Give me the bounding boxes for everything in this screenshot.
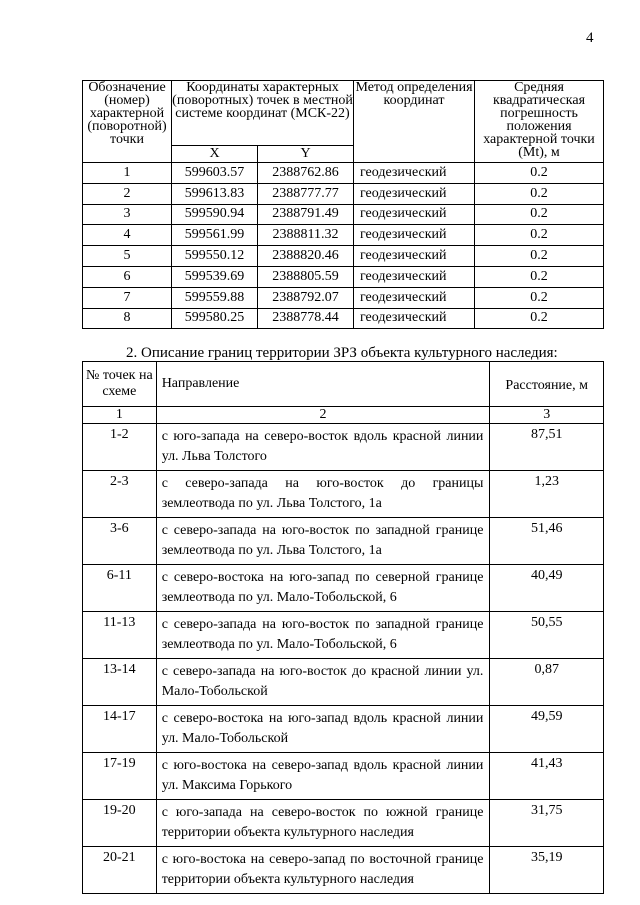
boundaries-index-row xyxy=(83,407,604,424)
points-cell: 13-14 xyxy=(83,659,157,706)
point-number-cell: 2 xyxy=(83,183,172,204)
x-cell: 599603.57 xyxy=(172,163,258,184)
table-row xyxy=(83,204,604,225)
error-cell: 0.2 xyxy=(475,183,604,204)
y-cell: 2388805.59 xyxy=(258,266,354,287)
coordinates-table-header xyxy=(83,81,604,146)
point-number-cell: 8 xyxy=(83,308,172,329)
x-cell: 599559.88 xyxy=(172,287,258,308)
section-2-title: 2. Описание границ территории ЗРЗ объекта культурного наследия: xyxy=(126,345,558,361)
table-row xyxy=(83,612,604,659)
table-row xyxy=(83,847,604,894)
distance-cell: 49,59 xyxy=(490,706,604,753)
table-row xyxy=(83,183,604,204)
distance-cell: 0,87 xyxy=(490,659,604,706)
direction-cell: с северо-востока на юго-запад по северной границе землеотвода по ул. Мало-Тобольской, 6 xyxy=(156,565,490,612)
x-cell: 599550.12 xyxy=(172,246,258,267)
table-row xyxy=(83,287,604,308)
distance-cell: 87,51 xyxy=(490,424,604,471)
point-number-cell: 1 xyxy=(83,163,172,184)
table-row xyxy=(83,753,604,800)
table-row xyxy=(83,246,604,267)
x-cell: 599539.69 xyxy=(172,266,258,287)
table-row xyxy=(83,266,604,287)
points-cell: 14-17 xyxy=(83,706,157,753)
table-row xyxy=(83,565,604,612)
header-point-number: Обозначение (номер) характерной (поворотной) точки xyxy=(83,81,172,163)
points-cell: 11-13 xyxy=(83,612,157,659)
boundaries-table-header xyxy=(83,362,604,407)
y-cell: 2388778.44 xyxy=(258,308,354,329)
distance-cell: 1,23 xyxy=(490,471,604,518)
method-cell: геодезический xyxy=(354,204,475,225)
table-row xyxy=(83,659,604,706)
y-cell: 2388792.07 xyxy=(258,287,354,308)
page-number: 4 xyxy=(586,30,594,46)
method-cell: геодезический xyxy=(354,225,475,246)
header-y: Y xyxy=(258,146,354,163)
method-cell: геодезический xyxy=(354,246,475,267)
direction-cell: с северо-востока на юго-запад вдоль красной линии ул. Мало-Тобольской xyxy=(156,706,490,753)
error-cell: 0.2 xyxy=(475,246,604,267)
y-cell: 2388791.49 xyxy=(258,204,354,225)
header-error: Средняя квадратическая погрешность положения характерной точки (Mt), м xyxy=(475,81,604,163)
header-x: X xyxy=(172,146,258,163)
distance-cell: 41,43 xyxy=(490,753,604,800)
distance-cell: 50,55 xyxy=(490,612,604,659)
table-row xyxy=(83,800,604,847)
method-cell: геодезический xyxy=(354,287,475,308)
points-cell: 3-6 xyxy=(83,518,157,565)
table-row xyxy=(83,471,604,518)
method-cell: геодезический xyxy=(354,266,475,287)
point-number-cell: 3 xyxy=(83,204,172,225)
x-cell: 599590.94 xyxy=(172,204,258,225)
table-row xyxy=(83,424,604,471)
method-cell: геодезический xyxy=(354,308,475,329)
distance-cell: 40,49 xyxy=(490,565,604,612)
y-cell: 2388777.77 xyxy=(258,183,354,204)
direction-cell: с северо-запада на юго-восток до красной линии ул. Мало-Тобольской xyxy=(156,659,490,706)
points-cell: 6-11 xyxy=(83,565,157,612)
method-cell: геодезический xyxy=(354,163,475,184)
header-method: Метод определения координат xyxy=(354,81,475,163)
table-row xyxy=(83,163,604,184)
x-cell: 599580.25 xyxy=(172,308,258,329)
distance-cell: 51,46 xyxy=(490,518,604,565)
direction-cell: с юго-запада на северо-восток вдоль красной линии ул. Льва Толстого xyxy=(156,424,490,471)
table-row xyxy=(83,308,604,329)
direction-cell: с северо-запада на юго-восток по западной границе землеотвода по ул. Мало-Тобольской, 6 xyxy=(156,612,490,659)
direction-cell: с северо-запада на юго-восток по западной границе землеотвода по ул. Льва Толстого, 1а xyxy=(156,518,490,565)
index-1: 1 xyxy=(83,407,157,424)
direction-cell: с юго-востока на северо-запад по восточной границе территории объекта культурного наследия xyxy=(156,847,490,894)
direction-cell: с северо-запада на юго-восток до границы землеотвода по ул. Льва Толстого, 1а xyxy=(156,471,490,518)
index-3: 3 xyxy=(490,407,604,424)
coordinates-table xyxy=(82,80,604,329)
direction-cell: с юго-востока на северо-запад вдоль красной линии ул. Максима Горького xyxy=(156,753,490,800)
error-cell: 0.2 xyxy=(475,287,604,308)
error-cell: 0.2 xyxy=(475,204,604,225)
header-distance: Расстояние, м xyxy=(490,362,604,407)
error-cell: 0.2 xyxy=(475,266,604,287)
boundaries-table xyxy=(82,361,604,894)
points-cell: 1-2 xyxy=(83,424,157,471)
x-cell: 599561.99 xyxy=(172,225,258,246)
index-2: 2 xyxy=(156,407,490,424)
distance-cell: 31,75 xyxy=(490,800,604,847)
error-cell: 0.2 xyxy=(475,163,604,184)
header-points: № точек на схеме xyxy=(83,362,157,407)
table-row xyxy=(83,225,604,246)
table-row xyxy=(83,706,604,753)
y-cell: 2388762.86 xyxy=(258,163,354,184)
y-cell: 2388820.46 xyxy=(258,246,354,267)
distance-cell: 35,19 xyxy=(490,847,604,894)
direction-cell: с юго-запада на северо-восток по южной границе территории объекта культурного наследия xyxy=(156,800,490,847)
error-cell: 0.2 xyxy=(475,225,604,246)
x-cell: 599613.83 xyxy=(172,183,258,204)
error-cell: 0.2 xyxy=(475,308,604,329)
points-cell: 20-21 xyxy=(83,847,157,894)
points-cell: 19-20 xyxy=(83,800,157,847)
header-direction: Направление xyxy=(156,362,490,407)
point-number-cell: 5 xyxy=(83,246,172,267)
points-cell: 17-19 xyxy=(83,753,157,800)
table-row xyxy=(83,518,604,565)
y-cell: 2388811.32 xyxy=(258,225,354,246)
point-number-cell: 6 xyxy=(83,266,172,287)
method-cell: геодезический xyxy=(354,183,475,204)
point-number-cell: 7 xyxy=(83,287,172,308)
header-coordinates: Координаты характерных (поворотных) точек в местной системе координат (МСК-22) xyxy=(172,81,354,146)
point-number-cell: 4 xyxy=(83,225,172,246)
points-cell: 2-3 xyxy=(83,471,157,518)
